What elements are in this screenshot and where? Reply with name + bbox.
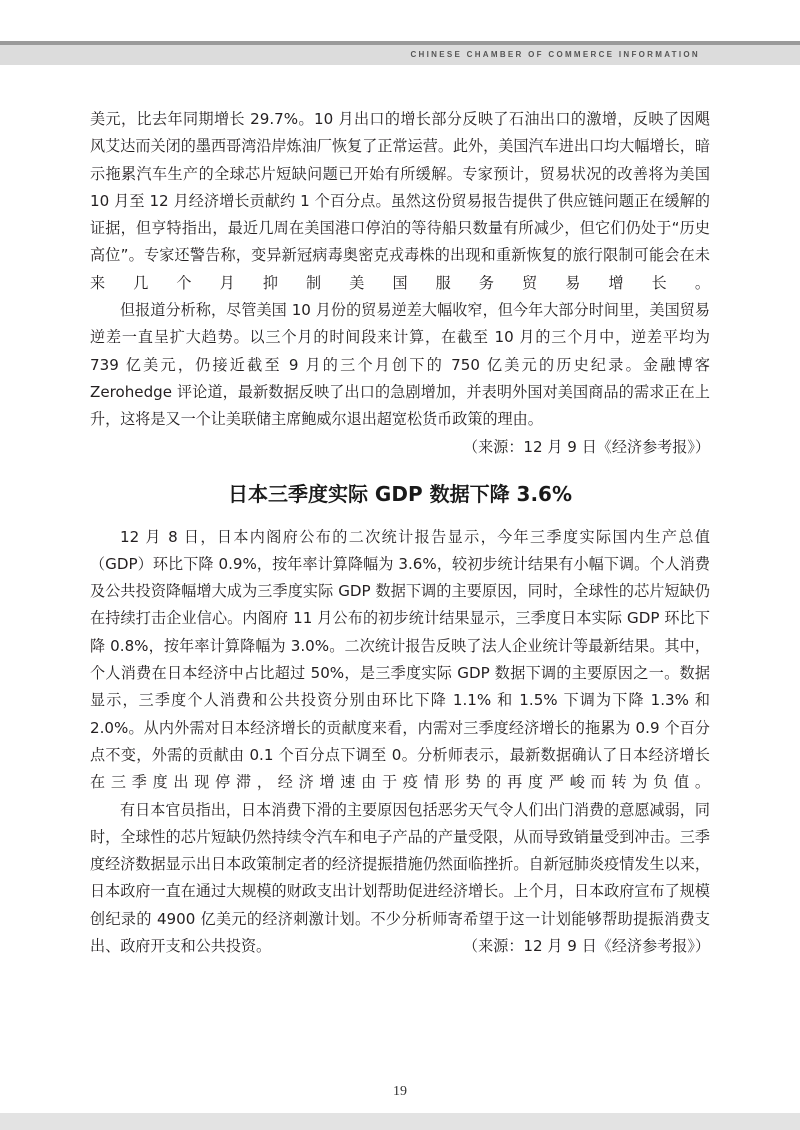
article1-paragraph-2 (90, 297, 710, 456)
article2-paragraph-1: 12 月 8 日，日本内阁府公布的二次统计报告显示，今年三季度实际国内生产总值（GDP）环比下降 0.9%，按年率计算降幅为 3.6%，较初步统计结果有小幅下调。个人消费及公共投资降幅增大成为三季度实际 GDP 数据下调的主要原因，同时，全球性的芯片短缺仍在持续打击企业信心。内阁府 11 月公布的初步统计结果显示，三季度日本实际 GDP 环比下降 0.8%，按年率计算降幅为 3.0%。二次统计报告反映了法人企业统计等最新结果。其中，个人消费在日本经济中占比超过 50%，是三季度实际 GDP 数据下调的主要原因之一。数据显示，三季度个人消费和公共投资分别由环比下降 1.1% 和 1.5% 下调为下降 1.3% 和 2.0%。从内外需对日本经济增长的贡献度来看，内需对三季度经济增长的拖累为 0.9 个百分点不变，外需的贡献由 0.1 个百分点下调至 0。分析师表示，最新数据确认了日本经济增长在三季度出现停滞，经济增速由于疫情形势的再度严峻而转为负值。 (90, 527, 710, 792)
article2-title: 日本三季度实际 GDP 数据下降 3.6% (227, 481, 573, 506)
page-number: 19 (393, 1084, 407, 1099)
header-bar (0, 41, 800, 45)
article1-source: （来源：12 月 9 日《经济参考报》） (463, 437, 710, 456)
article2-source: （来源：12 月 9 日《经济参考报》） (463, 937, 710, 956)
article2-paragraph-2-text: 有日本官员指出，日本消费下滑的主要原因包括恶劣天气令人们出门消费的意愿减弱，同时，全球性的芯片短缺仍然持续令汽车和电子产品的产量受限，从而导致销量受到冲击。三季度经济数据显示出日本政策制定者的经济提振措施仍然面临挫折。自新冠肺炎疫情发生以来，日本政府一直在通过大规模的财政支出计划帮助促进经济增长。上个月，日本政府宣布了规模创纪录的 4900 亿美元的经济刺激计划。不少分析师寄希望于这一计划能够帮助提振消费支出、政府开支和公共投资。 (90, 800, 710, 956)
page-content (90, 106, 710, 960)
article2-paragraph-2 (90, 797, 710, 961)
footer-band (0, 1113, 800, 1130)
header-title: CHINESE CHAMBER OF COMMERCE INFORMATION (410, 50, 700, 59)
article1-paragraph-1: 美元，比去年同期增长 29.7%。10 月出口的增长部分反映了石油出口的激增，反映了因飓风艾达而关闭的墨西哥湾沿岸炼油厂恢复了正常运营。此外，美国汽车进出口均大幅增长，暗示拖累汽车生产的全球芯片短缺问题已开始有所缓解。专家预计，贸易状况的改善将为美国 10 月至 12 月经济增长贡献约 1 个百分点。虽然这份贸易报告提供了供应链问题正在缓解的证据，但亨特指出，最近几周在美国港口停泊的等待船只数量有所减少，但它们仍处于“历史高位”。专家还警告称，变异新冠病毒奥密克戎毒株的出现和重新恢复的旅行限制可能会在未来几个月抑制美国服务贸易增长。 (90, 110, 710, 292)
article1-paragraph-2-text: 但报道分析称，尽管美国 10 月份的贸易逆差大幅收窄，但今年大部分时间里，美国贸易逆差一直呈扩大趋势。以三个月的时间段来计算，在截至 10 月的三个月中，逆差平均为 739 亿美元，仍接近截至 9 月的三个月创下的 750 亿美元的历史纪录。金融博客 Zerohedge 评论道，最新数据反映了出口的急剧增加，并表明外国对美国商品的需求正在上升，这将是又一个让美联储主席鲍威尔退出超宽松货币政策的理由。 (90, 301, 710, 429)
